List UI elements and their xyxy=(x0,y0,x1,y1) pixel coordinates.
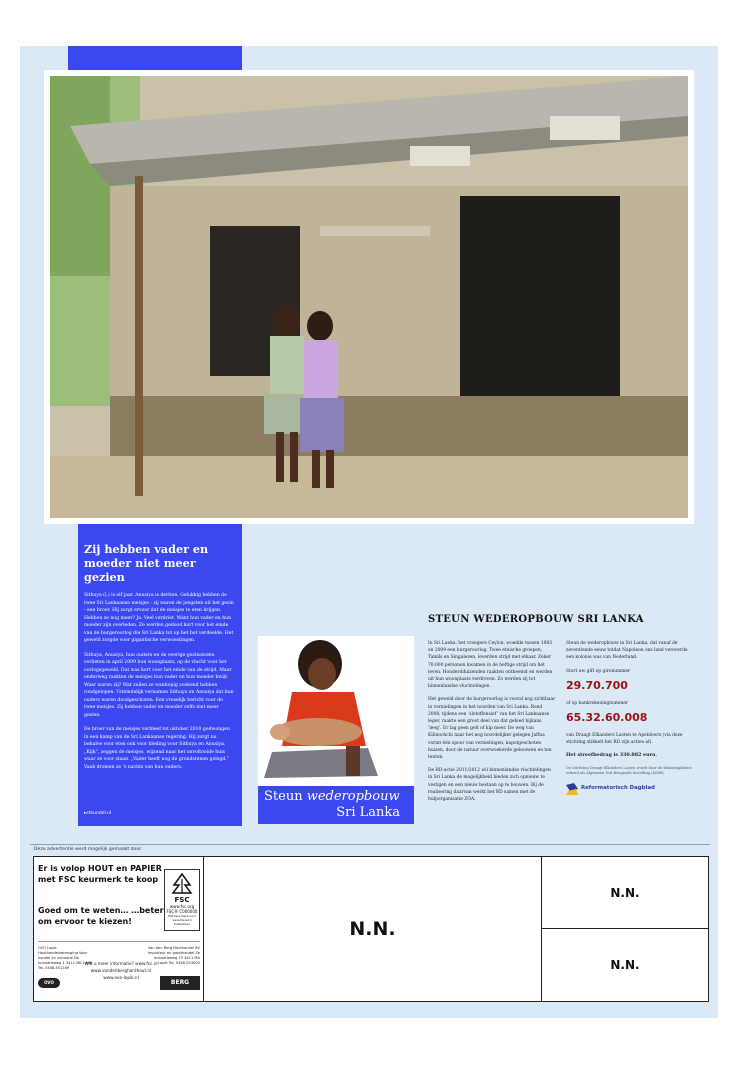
story-title xyxy=(84,542,234,584)
info-c1-paragraph-2: Het geweld door de burgeroorlog is vooral nog zichtbaar in vernielingen in het noorden van Sri Lanka. Rond 2008, tijdens een ‘slotoffensief’ van het Sri Lankaanse leger, raakte een groot deel van dat gebied bijkans ‘leeg’. Er lag geen gelt of kip meer. De weg van Kilinochchi naar het nog noordelijker gelegen Jaffna vormt één spoor van vernielingen, kapotgeschoten huizen, door de natuur overwoekerde gebouwen en ten tenten. xyxy=(428,697,556,761)
ad-right-address: Van den Berg Houthandel BV Importeur en groothandel Ze Industrieweg 15 3411 MA Lopik Tel. 0348-553000 xyxy=(147,946,200,965)
info-column-2 xyxy=(566,640,694,795)
ad-more-info[interactable]: Wilt u meer informatie? www.fsc.nl www.vandenberghardhout.nl www.ovo-lopik.nl xyxy=(84,961,158,980)
story-title-line1: Zij hebben vader en xyxy=(84,542,209,556)
banner-word-wederopbouw: wederopbouw xyxy=(306,789,400,804)
rd-logo-text: Reformatorisch Dagblad xyxy=(581,785,655,792)
fsc-url: www.fsc.org xyxy=(169,904,195,909)
sponsor-ad-fsc xyxy=(34,857,204,1001)
fsc-name: FSC xyxy=(174,896,190,904)
rd-logo xyxy=(566,783,694,795)
info-title: STEUN WEDEROPBOUW SRI LANKA xyxy=(428,614,644,625)
story-paragraph-2: Sithuya, Anusiya, hun ouders en de overige gezinsleden verlieten in april 2009 hun woonplaats, op de vlucht voor het oorlogsgeweld. Dat was kort voor het einde van de strijd. Maar onderweg raakten de meisjes hun vader en hun moeder kwijt. Waar waren zij? Wat zullen ze wanhopig zoekend hebben rondgelopen. Uiteindelijk vernamen Sithuya en Anusiya dat hun ouders waren doodgeschoten. Een vreselijk bericht voor de twee meisjes. Zij hebben vader en moeder zelfs niet meer gezien. xyxy=(84,652,234,718)
banner-line-sri-lanka: Sri Lanka xyxy=(336,805,400,820)
sponsor-slot-right-top xyxy=(542,857,708,929)
story-box xyxy=(78,524,242,826)
ad-footer xyxy=(38,941,200,1000)
info-column-1 xyxy=(428,640,556,809)
info-c1-paragraph-3: De RD-actie 2011/2012 wil binnenlandse vluchtelingen in Sri Lanka de mogelijkheid bieden zich opnieuw te vestigen en een nieuw bestaan op te bouwen. Bij de realisering daarvan werkt het RD samen met de hulporganisatie ZOA. xyxy=(428,768,551,803)
story-link[interactable]: ▸steundel.nl xyxy=(84,811,112,816)
sponsor-right-top-name: N.N. xyxy=(610,885,640,900)
fsc-logo xyxy=(164,869,200,931)
giro-number: 29.70.700 xyxy=(566,678,628,692)
giro-label: Stort uw gift op gironummer xyxy=(566,668,631,674)
sponsor-label: Deze advertentie werd mogelijk gemaakt door: xyxy=(34,847,143,852)
main-photo-girls-before-unfinished-house xyxy=(50,76,688,518)
story-title-line2: moeder niet meer gezien xyxy=(84,556,196,584)
van-den-berg-logo: BERG xyxy=(160,976,200,990)
anbi-note: De Stichting Draagt Elkanders Lasten wordt door de belastingdienst erkend als Algemeen Nut Beogende Instelling (ANBI). xyxy=(566,765,692,776)
banner-word-steun: Steun xyxy=(264,789,303,804)
bank-number: 65.32.60.008 xyxy=(566,711,648,725)
fsc-tree-icon xyxy=(170,873,194,895)
ad-left-address: OVO Lopik Houthandelvereniging Voor handel en industrie De Industrieweg 1 3411 MB Lopik Tel. 0348-551169 xyxy=(38,946,93,970)
rd-logo-icon xyxy=(566,783,578,795)
section-divider xyxy=(30,844,710,845)
target-amount: Het streefbedrag is 330.882 euro. xyxy=(566,752,657,759)
info-c2-paragraph-1: Steun de wederopbouw in Sri Lanka, dat vanaf de zeventiende eeuw totdat Napoleon ons land veroverde een kolonie was van Nederland. xyxy=(566,641,688,661)
sponsor-grid xyxy=(33,856,709,1002)
campaign-logo-image xyxy=(258,636,414,786)
story-paragraph-1: Sithuya (l.) is elf jaar. Anusiya is dertien. Gelukkig hebben de twee Sri Lankaanse meisjes - zij waren de jongsten uit het gezin - een broer. Hij zorgt ervoor dat de meisjes te eten krijgen. Hebben ze nog meer? Ja. Veel verdriet. Want hun vader en hun moeder zijn overleden. Ze werden gedood kort voor het einde van de burgeroorlog die Sri Lanka tot op het bot verdeelde. Het geweld zorgde voor gigantische verwoestingen. xyxy=(84,593,234,643)
ovo-lopik-logo: OVO LOPIK xyxy=(38,978,60,988)
bank-label: of op bankrekeningnummer xyxy=(566,700,628,706)
ad-headline-1: Er is volop HOUT en PAPIER met FSC keurmerk te koop xyxy=(38,864,162,884)
campaign-banner xyxy=(258,786,414,824)
info-c2-paragraph-4: van Draagt Elkanders Lasten te Apeldoorn (via deze stichting stikkelt het RD zijn acties af). xyxy=(566,733,683,746)
ad-headline-2: Goed om te weten… …beter om ervoor te kiezen! xyxy=(38,906,164,926)
sponsor-right-bottom-name: N.N. xyxy=(610,958,640,972)
sponsor-slot-center xyxy=(204,857,542,1001)
sponsor-slot-right-bottom xyxy=(542,929,708,1001)
photo-illustration xyxy=(50,76,688,518)
child-with-baby-illustration xyxy=(258,636,414,786)
top-accent-tab xyxy=(68,46,242,72)
fsc-tagline: Het keurmerk voor verantwoord bosbeheer xyxy=(167,914,197,926)
fsc-code: FSC® C000000 xyxy=(166,909,198,914)
story-paragraph-3: De broer van de meisjes verbleef tot oktober 2010 gedwongen in een kamp van de Sri Lankaanse regering. Hij zorgt nu behalve voor eten ook voor kleding voor Sithuya en Anusiya. „Kijk”, zeggen de meisjes, wijzend naar het onvoltooide huis waar ze voor staan. „Vader heeft nog de grondstenen gelegd.” Vaak dromen ze ’s nachts van hun ouders. xyxy=(84,727,230,770)
info-c1-paragraph-1: In Sri Lanka, het vroegere Ceylon, woedde tussen 1983 en 2009 een burgeroorlog. Twee etnische groepen, Tamils en Singalezen, leverden strijd met elkaar. Zeker 70.000 personen kwamen in de heftige strijd om het leven. Honderdduizenden raakten ontheemd en werden uit hun woonplaats verdreven. Zo werden zij tot binnenlandse vluchtelingen. xyxy=(428,641,553,690)
sponsor-center-name: N.N. xyxy=(349,918,396,940)
